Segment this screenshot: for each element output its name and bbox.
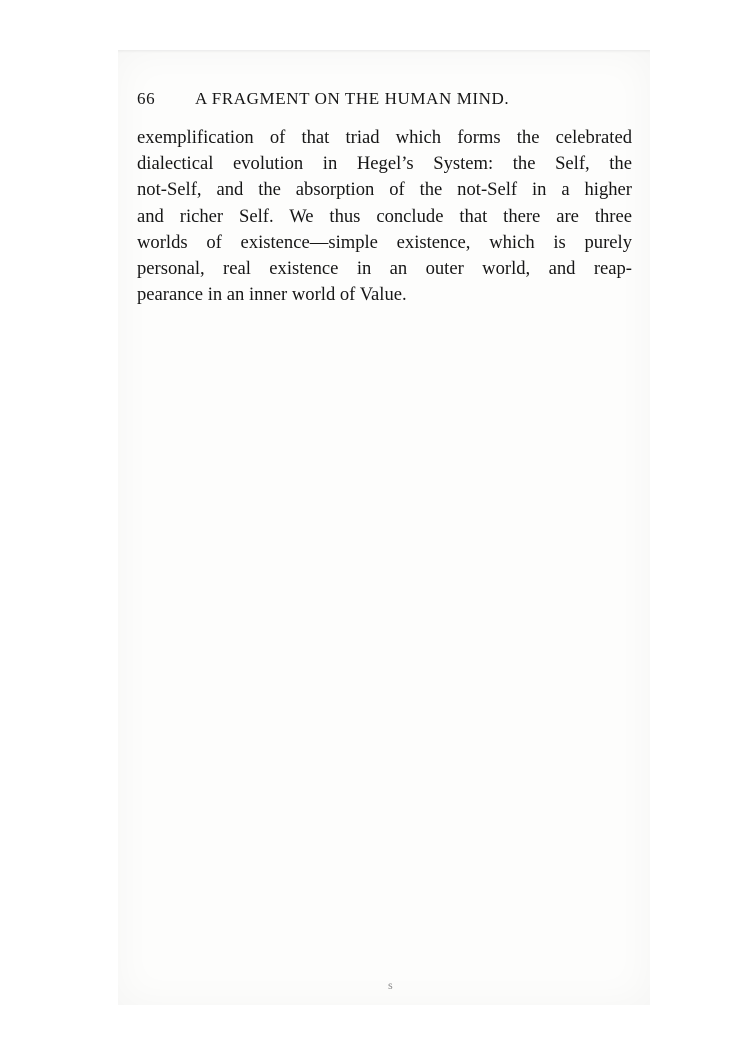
signature-mark: s (388, 978, 393, 992)
text-line: exemplification of that triad which forms the celebrated (137, 127, 632, 148)
text-line: pearance in an inner world of Value. (137, 284, 407, 306)
paragraph (137, 125, 632, 308)
text-line: not-Self, and the absorption of the not-Self in a higher (137, 179, 632, 201)
text-line: and richer Self. We thus conclude that there are three (137, 205, 632, 227)
text-line: worlds of existence—simple existence, which is purely (137, 231, 632, 253)
page-number: 66 (137, 89, 156, 108)
running-title: A FRAGMENT ON THE HUMAN MIND. (195, 89, 510, 108)
text-line: personal, real existence in an outer world, and reap- (137, 258, 632, 280)
text-line: dialectical evolution in Hegel’s System: the Self, the (137, 153, 632, 175)
page-top-edge (118, 50, 650, 53)
running-head (137, 89, 637, 115)
